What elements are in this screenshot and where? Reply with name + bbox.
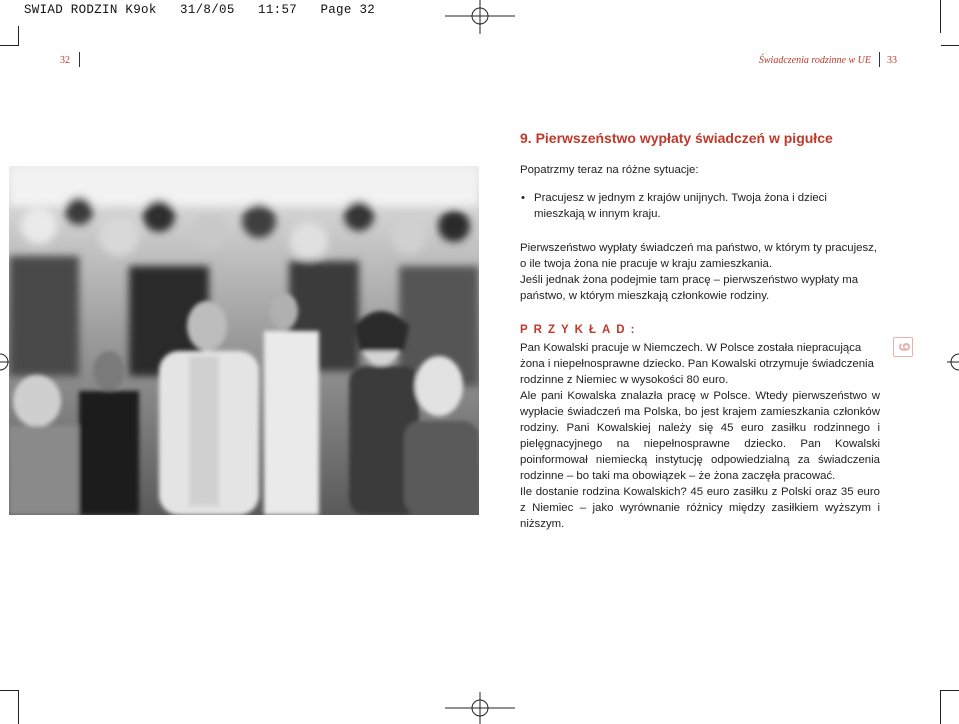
- page-number-left: 32: [60, 55, 70, 66]
- registration-mark-top: [445, 0, 515, 34]
- registration-mark-bottom: [445, 692, 515, 724]
- crop-mark-bottom-left: [18, 690, 19, 724]
- section-content: [520, 128, 880, 532]
- example-heading: PRZYKŁAD:: [520, 324, 641, 336]
- crop-mark-bottom-right-h: [941, 690, 959, 691]
- crop-mark-top-right: [940, 0, 941, 33]
- example-paragraph-1: Pan Kowalski pracuje w Niemczech. W Polsce została niepracująca żona i niepełnosprawne dziecko. Pan Kowalski otrzymuje świadczenia rodzinne z Niemiec w wysokości 80 euro.: [520, 342, 874, 386]
- crop-mark-top-left-h: [0, 45, 18, 46]
- intro-text: Popatrzmy teraz na różne sytuacje:: [520, 164, 699, 176]
- crop-mark-top-right-h: [941, 45, 959, 46]
- example-paragraph-2: Ale pani Kowalska znalazła pracę w Polsce. Wtedy pierwszeństwo w wypłacie świadczeń ma Polska, bo jest krajem zamieszkania członków rodziny. Pani Kowalskiej należy się 45 euro zasiłku rodzinnego i pielęgnacyjnego na niepełnosprawne dziecko. Pan Kowalski poinformował niemiecką instytucję odpowiedzialną za świadczenia rodzinne – bo taki ma obowiązek – że żona zaczęła pracować.: [520, 390, 880, 482]
- bullet-marker: •: [521, 192, 525, 204]
- crowd-photo-icon: [9, 166, 479, 515]
- bullet-text: Pracujesz w jednym z krajów unijnych. Twoja żona i dzieci mieszkają w innym kraju.: [534, 192, 827, 220]
- registration-mark-right: [947, 347, 959, 377]
- crowd-photo: [9, 166, 479, 515]
- example-paragraph-3: Ile dostanie rodzina Kowalskich? 45 euro zasiłku z Polski oraz 35 euro z Niemiec – jako wyrównanie różnicy między zasiłkiem wyższym i niższym.: [520, 486, 880, 530]
- chapter-tab: 9: [893, 337, 913, 357]
- crop-mark-bottom-left-h: [0, 690, 18, 691]
- folio-divider-right: [879, 52, 880, 67]
- crop-mark-bottom-right: [940, 690, 941, 724]
- list-item: [520, 190, 880, 222]
- paragraph-exception: Jeśli jednak żona podejmie tam pracę – pierwszeństwo wypłaty ma państwo, w którym mieszkają członkowie rodziny.: [520, 274, 859, 302]
- print-slug: SWIAD RODZIN K9ok 31/8/05 11:57 Page 32: [24, 3, 376, 17]
- section-heading: 9. Pierwszeństwo wypłaty świadczeń w pigułce: [520, 130, 833, 146]
- crop-mark-top-left: [18, 26, 19, 46]
- running-title: Świadczenia rodzinne w UE: [758, 55, 871, 66]
- folio-divider-left: [79, 52, 80, 67]
- paragraph-priority: Pierwszeństwo wypłaty świadczeń ma państwo, w którym ty pracujesz, o ile twoja żona nie pracuje w kraju zamieszkania.: [520, 242, 878, 270]
- page-number-right: 33: [887, 55, 897, 66]
